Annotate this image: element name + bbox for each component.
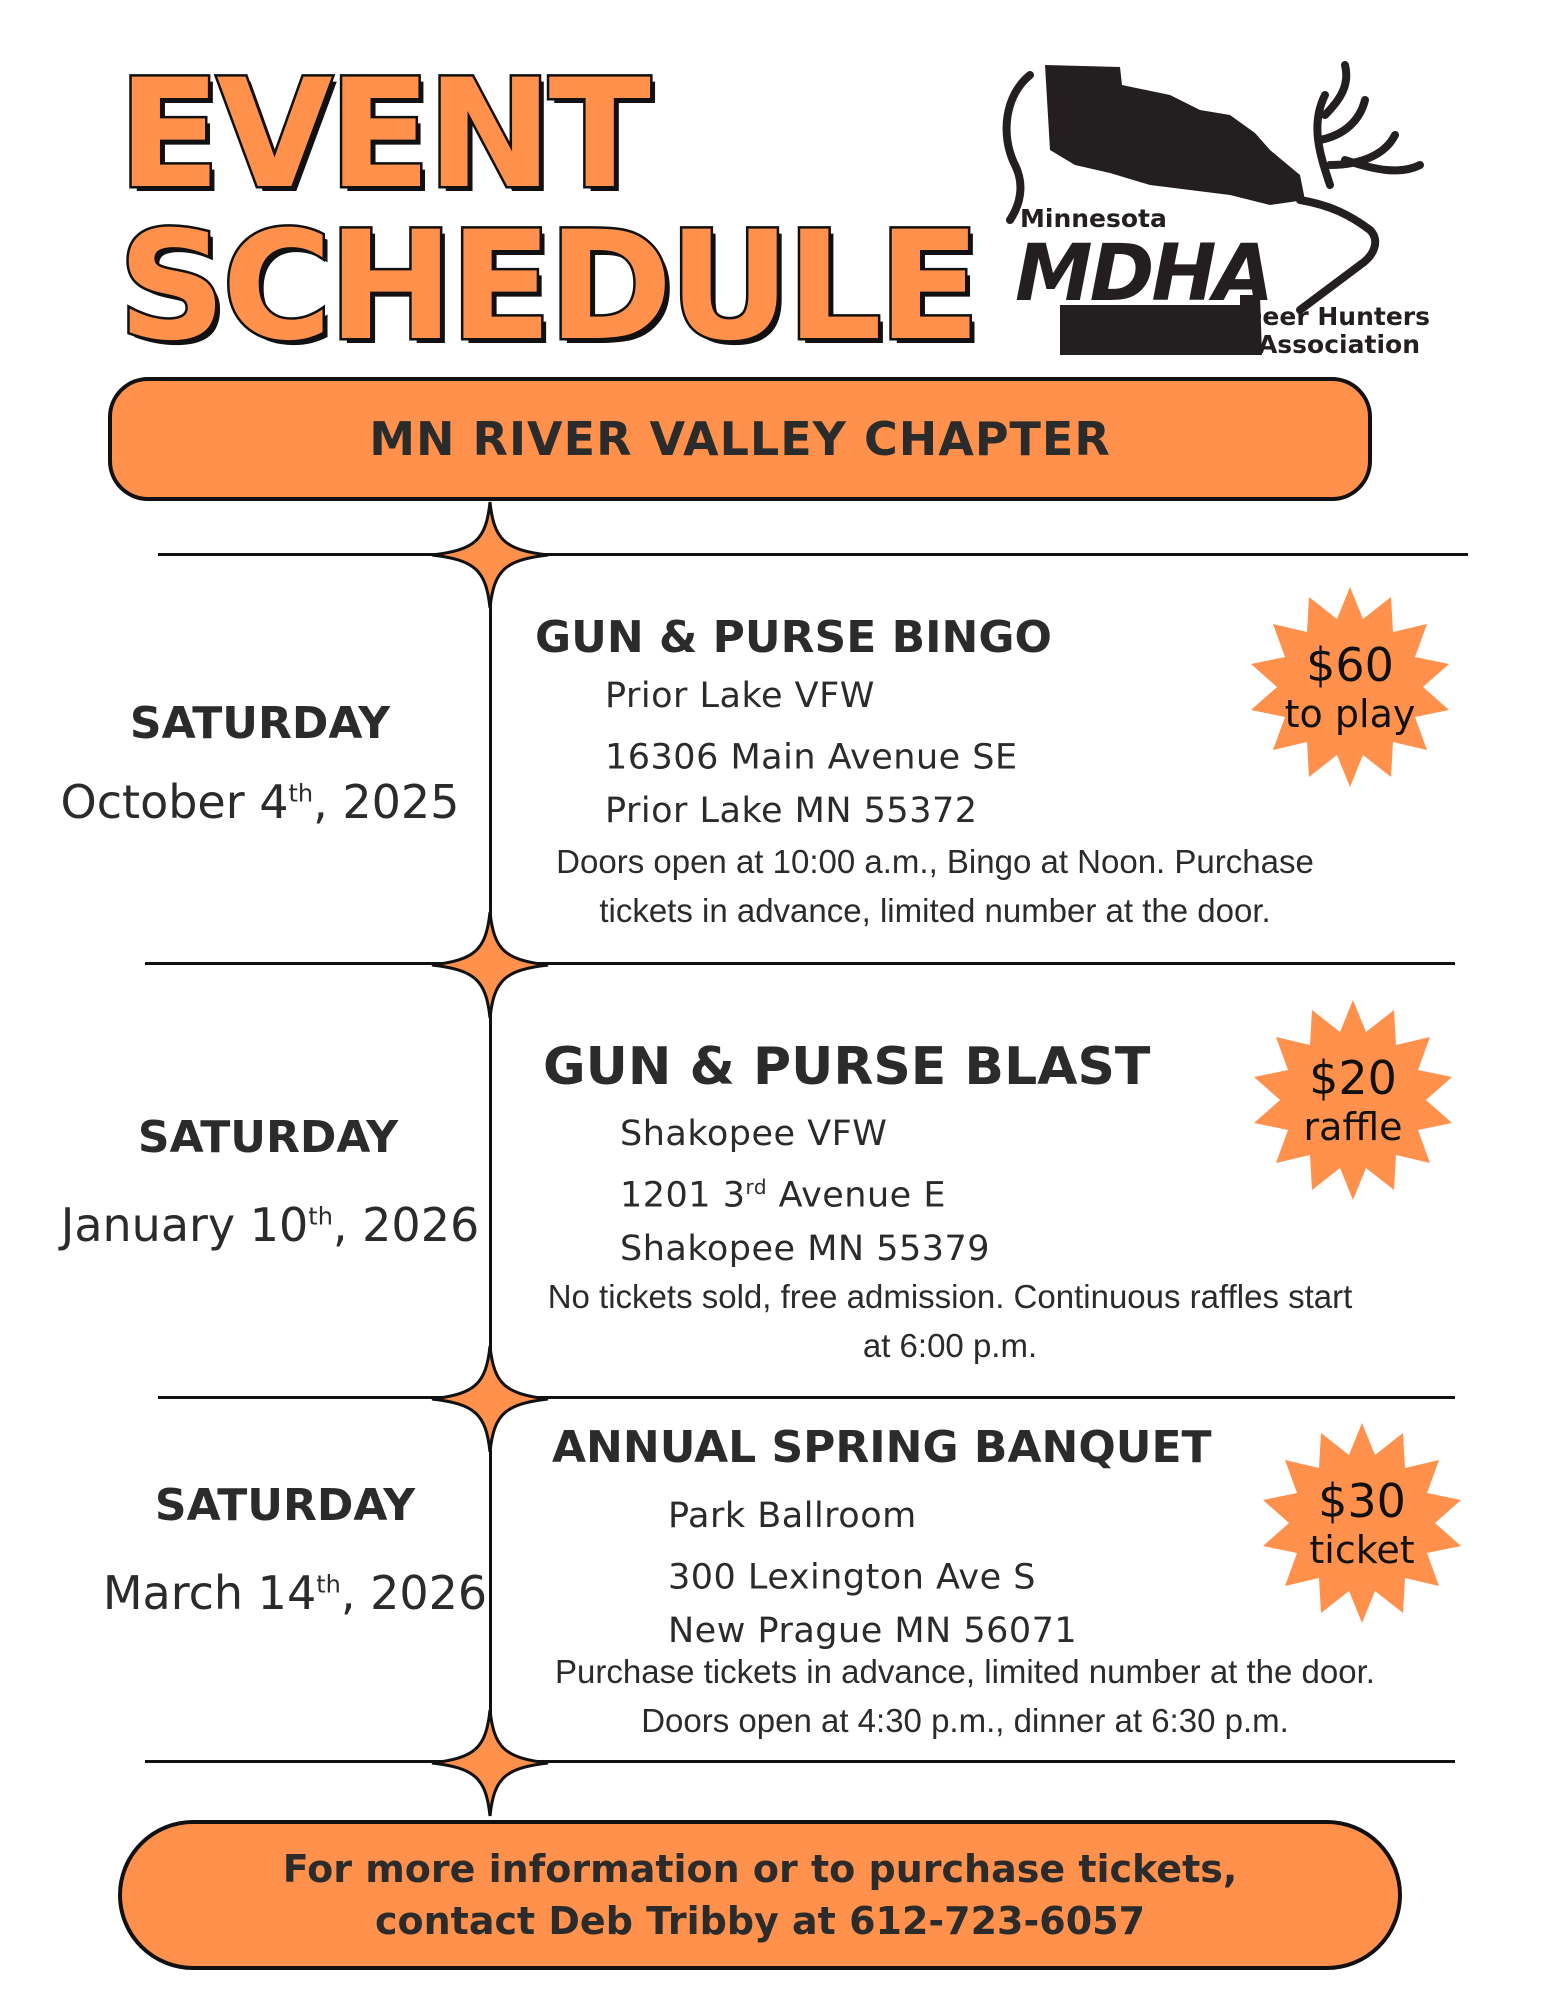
event-1-address: [605, 670, 1018, 838]
event-2-street: 1201 3rd Avenue E: [620, 1175, 946, 1216]
mdha-logo: [1000, 55, 1440, 365]
event-2-day: SATURDAY: [137, 1112, 399, 1163]
event-1-price: $60: [1306, 638, 1394, 692]
divider-4: [145, 1760, 1455, 1763]
logo-acronym: MDHA: [1015, 229, 1272, 319]
event-3-address: [668, 1490, 1077, 1658]
event-2-price: $20: [1309, 1051, 1397, 1105]
chapter-name: MN RIVER VALLEY CHAPTER: [369, 412, 1111, 466]
event-2-venue: Shakopee VFW: [620, 1114, 888, 1154]
event-2-price-label: raffle: [1303, 1105, 1403, 1149]
title-line-1: EVENT: [118, 48, 647, 222]
event-3-venue: Park Ballroom: [668, 1496, 917, 1536]
event-1-title: GUN & PURSE BINGO: [535, 612, 1052, 663]
event-2-price-badge: [1248, 995, 1458, 1205]
event-1-venue: Prior Lake VFW: [605, 676, 875, 716]
event-3-note: Purchase tickets in advance, limited number at the door. Doors open at 4:30 p.m., dinner at 6:30 p.m.: [555, 1653, 1375, 1739]
event-2-date: January 10th, 2026: [60, 1198, 480, 1252]
event-1-day: SATURDAY: [129, 698, 391, 749]
event-1-note: Doors open at 10:00 a.m., Bingo at Noon. Purchase tickets in advance, limited number at the door.: [556, 843, 1314, 929]
event-3-city: New Prague MN 56071: [668, 1610, 1078, 1651]
logo-state-text: Minnesota: [1020, 204, 1167, 233]
logo-line-1: Deer Hunters: [1241, 302, 1430, 331]
divider-2: [145, 962, 1455, 965]
logo-line-2: Association: [1257, 330, 1420, 359]
event-3-price-badge: [1257, 1418, 1467, 1628]
event-1-price-badge: [1245, 582, 1455, 792]
event-1-date: October 4th, 2025: [60, 775, 460, 829]
event-2-title: GUN & PURSE BLAST: [543, 1037, 1151, 1097]
event-2-city: Shakopee MN 55379: [620, 1228, 991, 1269]
title-line-2: SCHEDULE: [118, 200, 977, 374]
divider-1: [158, 553, 1468, 556]
event-3-day: SATURDAY: [154, 1480, 416, 1531]
event-3-price: $30: [1318, 1474, 1406, 1528]
event-1-price-label: to play: [1284, 692, 1416, 736]
event-3-date: March 14th, 2026: [102, 1566, 488, 1620]
event-3-title: ANNUAL SPRING BANQUET: [552, 1422, 1212, 1473]
contact-banner: [118, 1820, 1402, 1970]
event-1-street: 16306 Main Avenue SE: [605, 737, 1018, 778]
deer-head-minnesota-map-icon: [1000, 55, 1440, 365]
event-3-price-label: ticket: [1309, 1528, 1415, 1572]
event-2-note: No tickets sold, free admission. Continuous raffles start at 6:00 p.m.: [547, 1278, 1353, 1364]
event-3-street: 300 Lexington Ave S: [668, 1557, 1036, 1598]
event-1-city: Prior Lake MN 55372: [605, 790, 978, 831]
divider-3: [158, 1396, 1455, 1399]
event-2-address: [620, 1108, 990, 1276]
contact-line-1: For more information or to purchase tickets,: [282, 1847, 1238, 1891]
sparkle-icon: [430, 500, 550, 610]
contact-line-2: contact Deb Tribby at 612-723-6057: [374, 1899, 1146, 1943]
chapter-banner: [108, 377, 1372, 501]
